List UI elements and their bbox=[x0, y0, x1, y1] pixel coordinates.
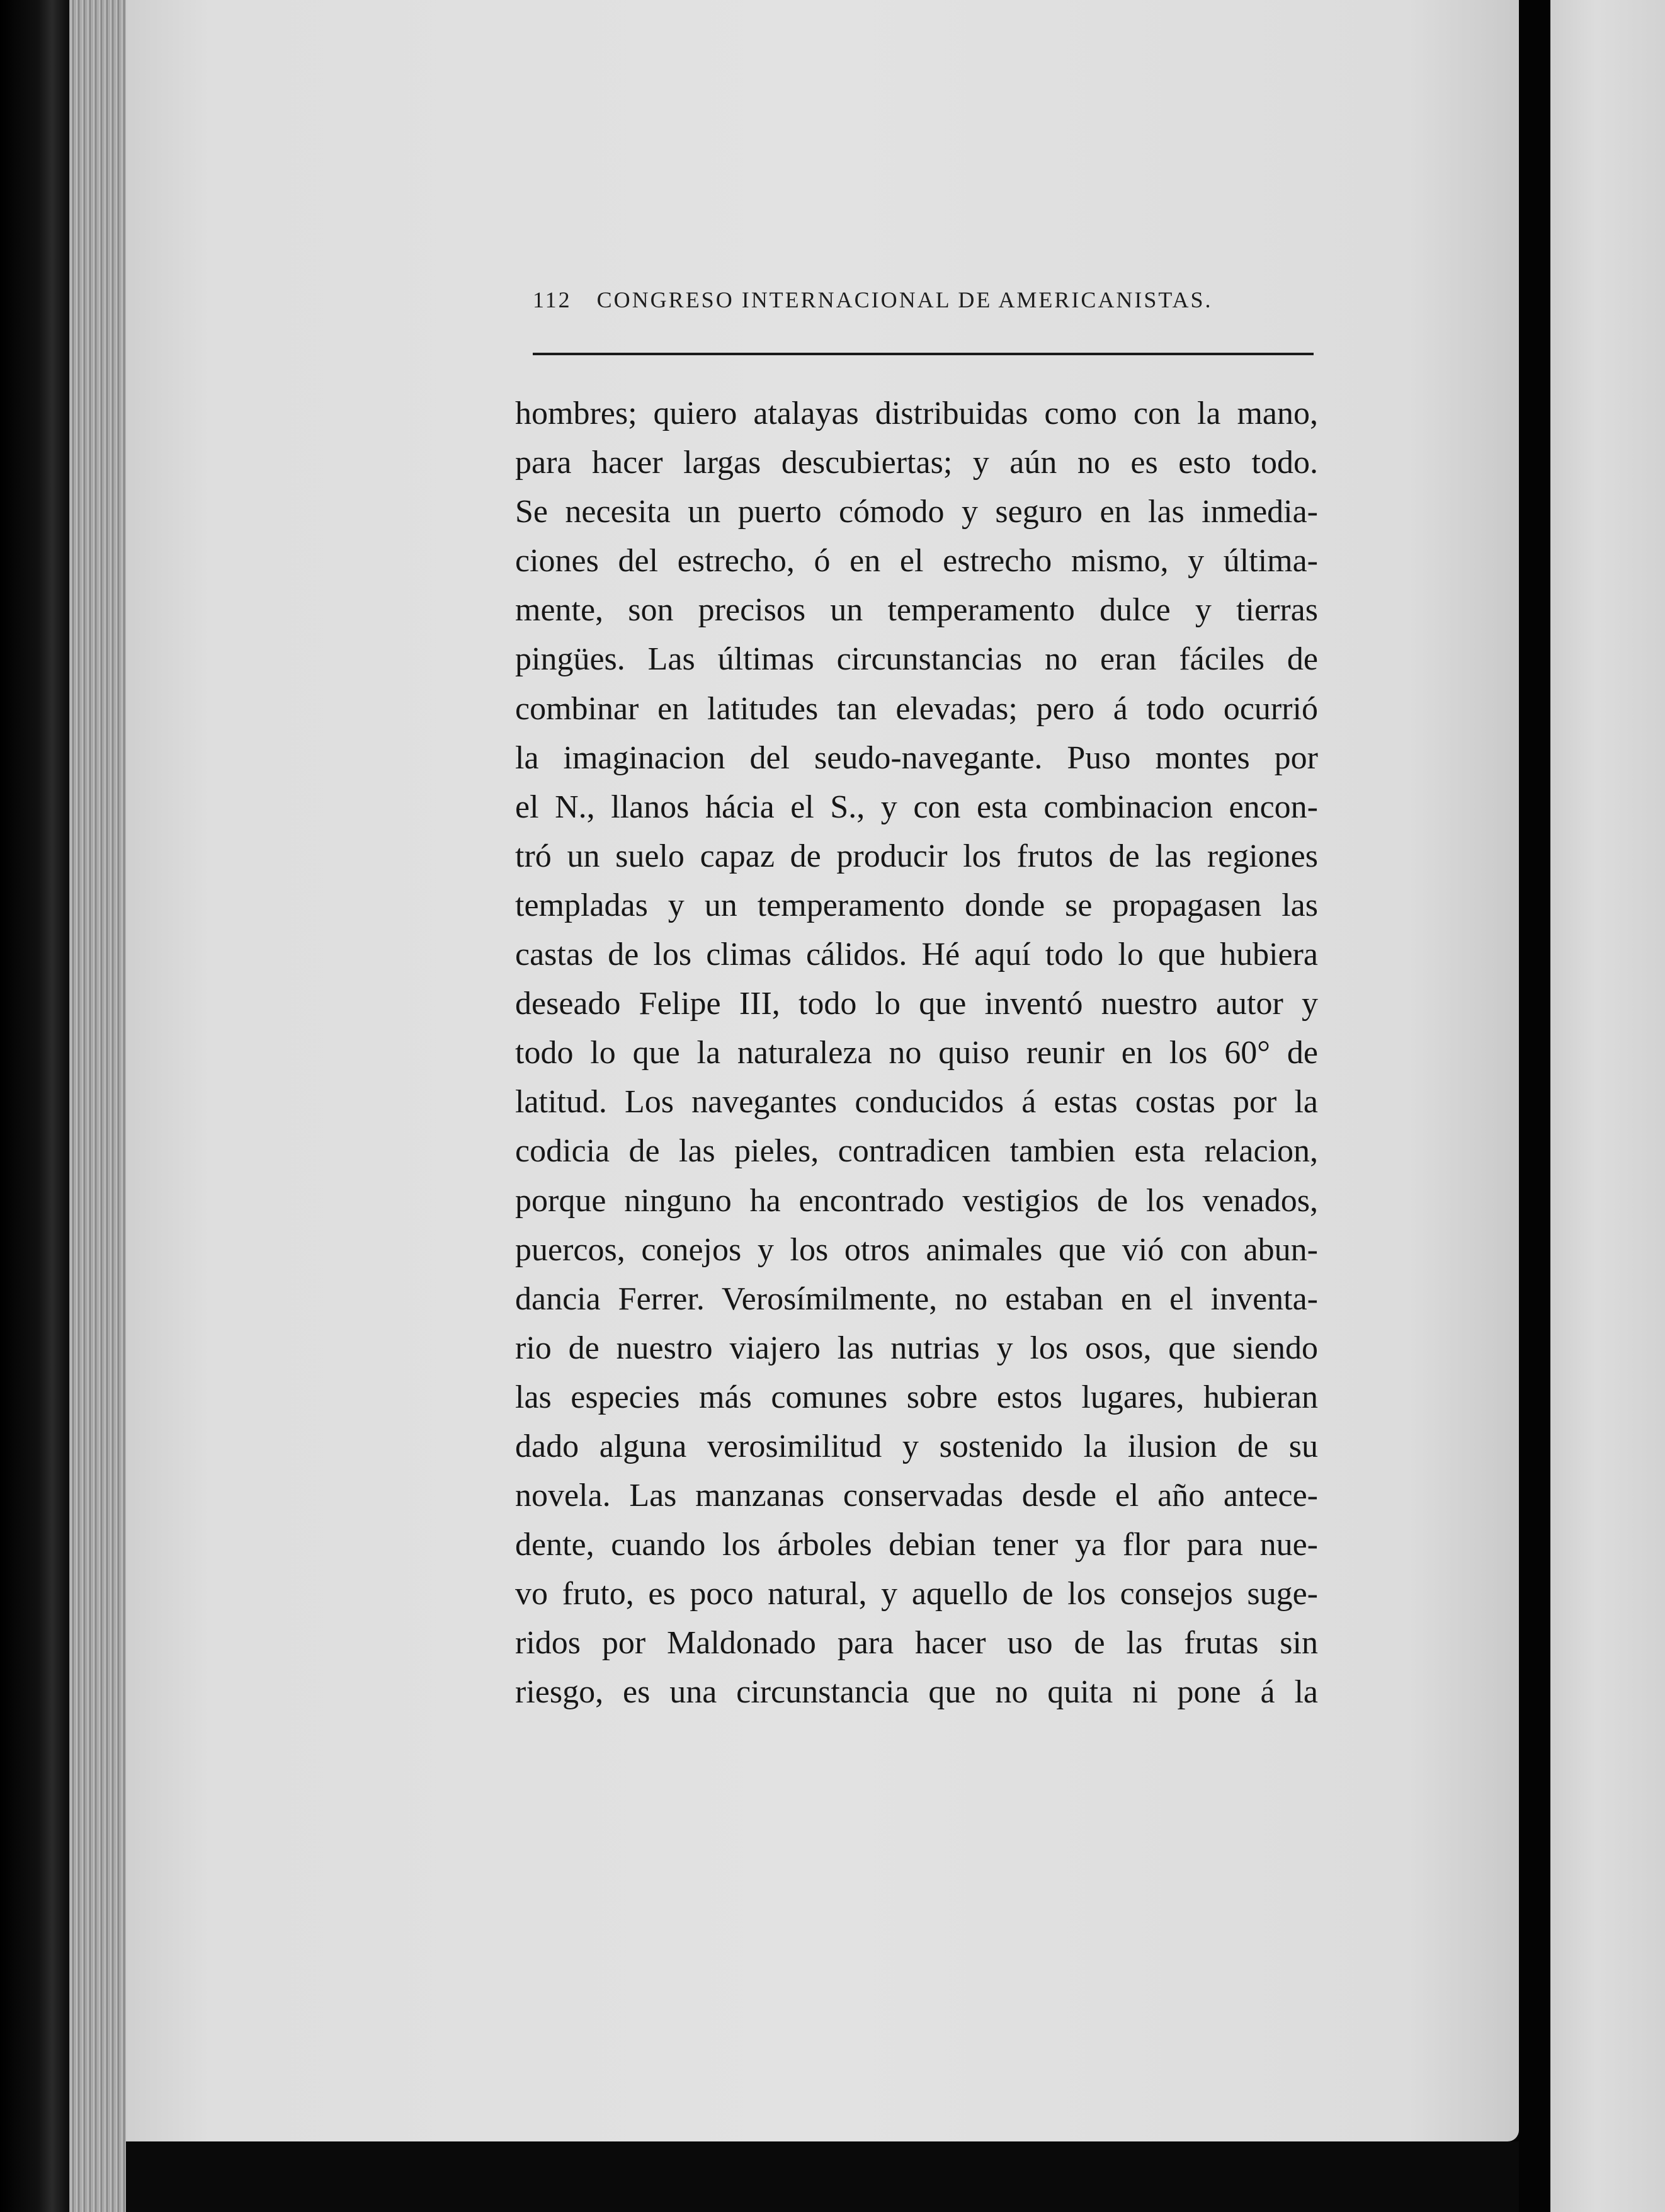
text-line: la imaginacion del seudo-navegante. Puso montes por bbox=[515, 739, 1318, 776]
text-line: templadas y un temperamento donde se propagasen las bbox=[515, 887, 1318, 923]
text-line: vo fruto, es poco natural, y aquello de los consejos suge- bbox=[515, 1576, 1318, 1612]
text-line: mente, son precisos un temperamento dulce y tierras bbox=[515, 592, 1318, 629]
text-line: codicia de las pieles, contradicen tambien esta relacion, bbox=[515, 1133, 1318, 1170]
text-line: dado alguna verosimilitud y sostenido la ilusion de su bbox=[515, 1428, 1318, 1464]
body-text bbox=[515, 389, 1318, 1718]
text-line: latitud. Los navegantes conducidos á estas costas por la bbox=[515, 1084, 1318, 1120]
running-header bbox=[533, 287, 1314, 324]
facing-page-edge bbox=[1550, 0, 1665, 2212]
text-line: deseado Felipe III, todo lo que inventó nuestro autor y bbox=[515, 986, 1318, 1022]
text-line: pingües. Las últimas circunstancias no eran fáciles de bbox=[515, 641, 1318, 678]
right-page-shadow bbox=[1519, 0, 1550, 2212]
text-line: todo lo que la naturaleza no quiso reunir en los 60° de bbox=[515, 1035, 1318, 1071]
text-line: puercos, conejos y los otros animales que vió con abun- bbox=[515, 1231, 1318, 1268]
text-line: ridos por Maldonado para hacer uso de las frutas sin bbox=[515, 1625, 1318, 1662]
text-line: las especies más comunes sobre estos lugares, hubieran bbox=[515, 1379, 1318, 1415]
page-number: 112 bbox=[533, 287, 572, 312]
text-line: hombres; quiero atalayas distribuidas como con la mano, bbox=[515, 396, 1318, 431]
text-line: novela. Las manzanas conservadas desde el año antece- bbox=[515, 1478, 1318, 1514]
running-title: CONGRESO INTERNACIONAL DE AMERICANISTAS. bbox=[596, 287, 1213, 312]
text-line: riesgo, es una circunstancia que no quita ni pone á la bbox=[515, 1674, 1318, 1711]
text-line: para hacer largas descubiertas; y aún no es esto todo. bbox=[515, 445, 1318, 481]
text-line: ciones del estrecho, ó en el estrecho mismo, y última- bbox=[515, 543, 1318, 579]
text-line: combinar en latitudes tan elevadas; pero á todo ocurrió bbox=[515, 690, 1318, 727]
text-line: dancia Ferrer. Verosímilmente, no estaban en el inventa- bbox=[515, 1280, 1318, 1317]
header-rule bbox=[533, 353, 1314, 355]
text-line: dente, cuando los árboles debian tener ya flor para nue- bbox=[515, 1527, 1318, 1563]
text-line: Se necesita un puerto cómodo y seguro en las inmedia- bbox=[515, 494, 1318, 530]
bottom-edge bbox=[126, 2141, 1519, 2212]
text-line: tró un suelo capaz de producir los frutos de las regiones bbox=[515, 838, 1318, 874]
text-line: porque ninguno ha encontrado vestigios de los venados, bbox=[515, 1182, 1318, 1219]
text-line: castas de los climas cálidos. Hé aquí todo lo que hubiera bbox=[515, 937, 1318, 973]
text-line: el N., llanos hácia el S., y con esta combinacion encon- bbox=[515, 789, 1318, 825]
left-page-edge bbox=[0, 0, 69, 2212]
text-line: rio de nuestro viajero las nutrias y los osos, que siendo bbox=[515, 1330, 1318, 1366]
